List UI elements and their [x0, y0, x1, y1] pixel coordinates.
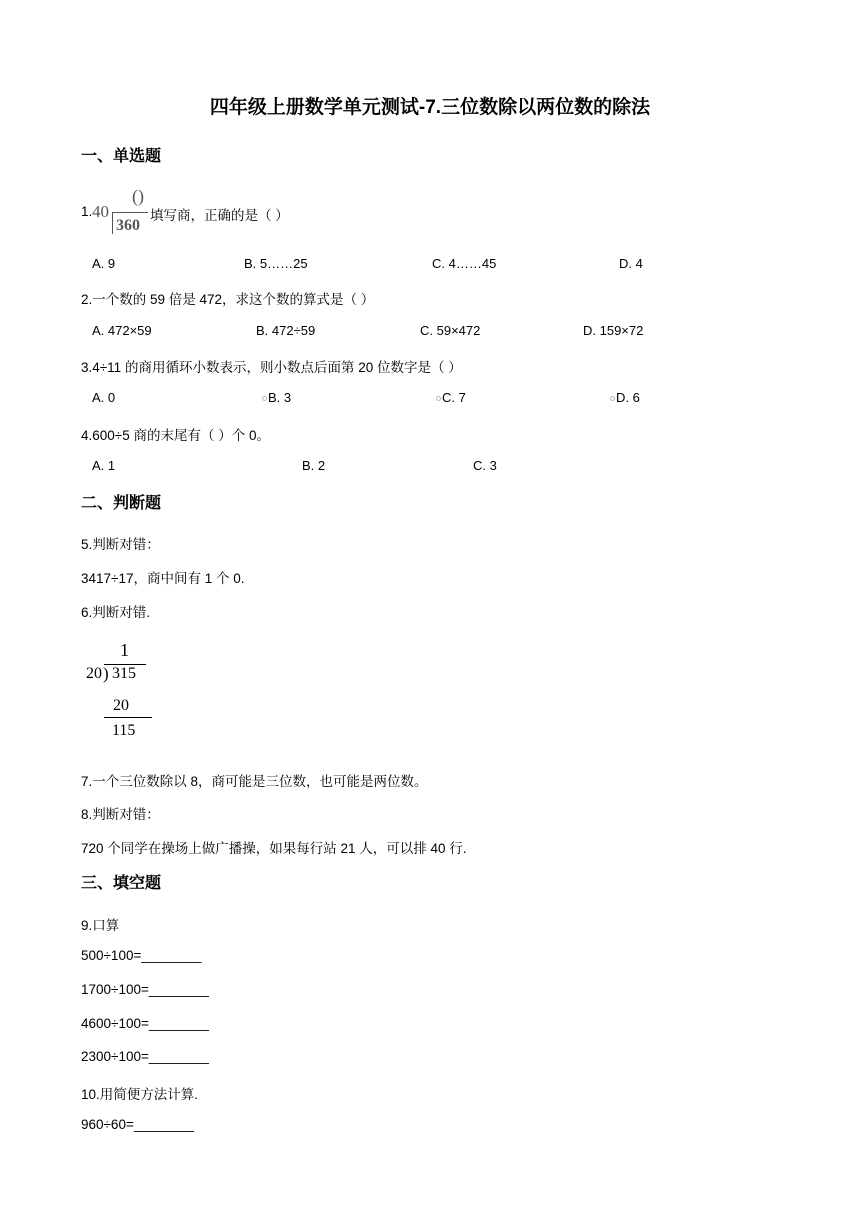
- question-3-option-a[interactable]: A. 0: [92, 390, 116, 405]
- question-9-item-3[interactable]: 4600÷100=________: [81, 1016, 209, 1031]
- question-7-text: 7.一个三位数除以 8，商可能是三位数，也可能是两位数。: [81, 774, 428, 789]
- question-1-division-figure: [92, 186, 150, 238]
- radio-circle-icon: [262, 396, 267, 401]
- question-3-option-b-label: B. 3: [268, 390, 292, 405]
- question-5-line-1: 5.判断对错：: [81, 537, 160, 552]
- section-heading-single-choice: 一、单选题: [81, 148, 162, 165]
- radio-circle-icon: [436, 396, 441, 401]
- question-1-quotient: (): [132, 186, 144, 206]
- question-5-line-2: 3417÷17，商中间有 1 个 0.: [81, 571, 245, 586]
- section-heading-true-false: 二、判断题: [81, 495, 162, 512]
- question-3-text: 3.4÷11 的商用循环小数表示，则小数点后面第 20 位数字是（ ）: [81, 360, 462, 375]
- question-1-number: 1.: [81, 204, 93, 219]
- question-9-item-4[interactable]: 2300÷100=________: [81, 1049, 209, 1064]
- question-6-long-division-figure: [82, 640, 162, 745]
- question-1-option-b[interactable]: B. 5……25: [244, 256, 308, 271]
- question-9-item-1[interactable]: 500÷100=________: [81, 948, 202, 963]
- question-9-item-2[interactable]: 1700÷100=________: [81, 982, 209, 997]
- question-4-option-a[interactable]: A. 1: [92, 458, 116, 473]
- radio-circle-icon: [610, 396, 615, 401]
- question-3-option-d[interactable]: [610, 390, 640, 405]
- question-1-option-a[interactable]: A. 9: [92, 256, 116, 271]
- question-2-option-a[interactable]: A. 472×59: [92, 323, 152, 338]
- question-3-option-d-label: D. 6: [616, 390, 640, 405]
- question-2-option-c[interactable]: C. 59×472: [420, 323, 481, 338]
- question-1-dividend: 360: [116, 217, 140, 234]
- question-1-division-bracket: [112, 212, 113, 234]
- question-2-option-d[interactable]: D. 159×72: [583, 323, 644, 338]
- question-8-line-1: 8.判断对错：: [81, 807, 160, 822]
- question-8-line-2: 720 个同学在操场上做广播操，如果每行站 21 人，可以排 40 行.: [81, 841, 467, 856]
- question-1-divisor: 40: [92, 202, 109, 221]
- section-heading-fill-blank: 三、填空题: [81, 875, 162, 892]
- question-2-option-b[interactable]: B. 472÷59: [256, 323, 316, 338]
- question-1-text: 填写商，正确的是（ ）: [150, 208, 289, 223]
- question-10-text: 10.用简便方法计算.: [81, 1087, 199, 1102]
- question-3-option-b[interactable]: [262, 390, 291, 405]
- question-3-option-c-label: C. 7: [442, 390, 466, 405]
- question-2-text: 2.一个数的 59 倍是 472，求这个数的算式是（ ）: [81, 292, 375, 307]
- question-6-text: 6.判断对错.: [81, 605, 151, 620]
- question-6-remainder: 115: [112, 722, 136, 739]
- question-3-option-c[interactable]: [436, 390, 466, 405]
- question-6-subtraction-line: [104, 717, 152, 718]
- page-title: 四年级上册数学单元测试-7.三位数除以两位数的除法: [209, 97, 651, 118]
- question-1-division-bar: [112, 212, 148, 213]
- question-9-text: 9.口算: [81, 918, 120, 933]
- question-6-dividend: 315: [112, 665, 136, 682]
- question-10-item-1[interactable]: 960÷60=________: [81, 1117, 194, 1132]
- question-4-option-b[interactable]: B. 2: [302, 458, 326, 473]
- question-6-division-bracket: ): [103, 664, 109, 683]
- question-1-option-c[interactable]: C. 4……45: [432, 256, 497, 271]
- question-1-option-d[interactable]: D. 4: [619, 256, 643, 271]
- question-6-quotient: 1: [120, 640, 129, 660]
- question-6-divisor: 20: [86, 665, 102, 682]
- question-4-text: 4.600÷5 商的末尾有（ ）个 0。: [81, 428, 270, 443]
- question-6-product: 20: [113, 697, 129, 714]
- question-4-option-c[interactable]: C. 3: [473, 458, 497, 473]
